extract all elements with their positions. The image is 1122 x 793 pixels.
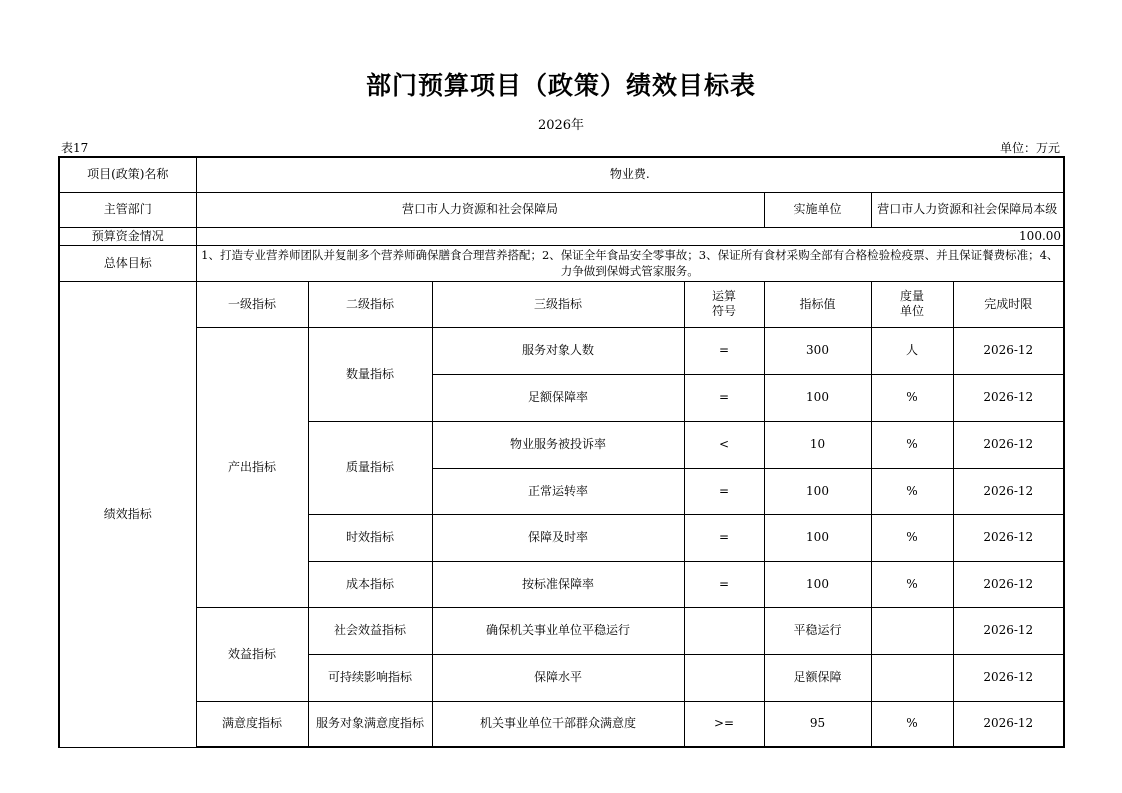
value-cell: 100: [764, 514, 871, 561]
op-cell: =: [684, 468, 764, 514]
op-cell: =: [684, 514, 764, 561]
header-unit-line2: 单位: [899, 304, 924, 318]
deadline-cell: 2026-12: [953, 514, 1064, 561]
impl-label: 实施单位: [764, 192, 871, 227]
l3-cell: 正常运转率: [432, 468, 684, 514]
table-row: [59, 701, 1064, 747]
deadline-cell: 2026-12: [953, 468, 1064, 514]
header-unit-line1: 度量: [899, 289, 924, 303]
header-op-line1: 运算: [711, 289, 736, 303]
project-name-value: 物业费.: [196, 157, 1064, 192]
impl-value: 营口市人力资源和社会保障局本级: [871, 192, 1064, 227]
deadline-cell: 2026-12: [953, 607, 1064, 654]
indicator-header-row: [59, 281, 1064, 327]
l3-cell: 保障水平: [432, 654, 684, 701]
l1-output: 产出指标: [196, 327, 308, 607]
unit-cell: %: [871, 374, 953, 421]
l2-social: 社会效益指标: [308, 607, 432, 654]
l1-benefit: 效益指标: [196, 607, 308, 701]
fund-value: 100.00: [196, 227, 1064, 245]
header-deadline: 完成时限: [953, 281, 1064, 327]
fund-row: [59, 227, 1064, 245]
deadline-cell: 2026-12: [953, 374, 1064, 421]
l3-cell: 服务对象人数: [432, 327, 684, 374]
l1-satisfaction: 满意度指标: [196, 701, 308, 747]
dept-label: 主管部门: [59, 192, 196, 227]
unit-cell: [871, 607, 953, 654]
goal-label: 总体目标: [59, 245, 196, 281]
l3-cell: 按标准保障率: [432, 561, 684, 607]
op-cell: =: [684, 327, 764, 374]
l2-quantity: 数量指标: [308, 327, 432, 421]
l3-cell: 物业服务被投诉率: [432, 421, 684, 468]
header-l2: 二级指标: [308, 281, 432, 327]
value-cell: 足额保障: [764, 654, 871, 701]
op-cell: <: [684, 421, 764, 468]
fund-label: 预算资金情况: [59, 227, 196, 245]
header-value: 指标值: [764, 281, 871, 327]
deadline-cell: 2026-12: [953, 327, 1064, 374]
value-cell: 300: [764, 327, 871, 374]
deadline-cell: 2026-12: [953, 654, 1064, 701]
l2-service: 服务对象满意度指标: [308, 701, 432, 747]
project-name-row: [59, 157, 1064, 192]
value-cell: 95: [764, 701, 871, 747]
unit-cell: %: [871, 468, 953, 514]
unit-cell: %: [871, 421, 953, 468]
year-label: 2026年: [537, 118, 585, 133]
unit-label: 单位：万元: [999, 141, 1060, 155]
value-cell: 平稳运行: [764, 607, 871, 654]
op-cell: =: [684, 374, 764, 421]
op-cell: >=: [684, 701, 764, 747]
op-cell: [684, 654, 764, 701]
deadline-cell: 2026-12: [953, 421, 1064, 468]
l2-time: 时效指标: [308, 514, 432, 561]
deadline-cell: 2026-12: [953, 701, 1064, 747]
table-number: 表17: [61, 141, 89, 155]
header-op: [684, 281, 764, 327]
project-name-label: 项目(政策)名称: [59, 157, 196, 192]
value-cell: 100: [764, 561, 871, 607]
l3-cell: 机关事业单位干部群众满意度: [432, 701, 684, 747]
header-l1: 一级指标: [196, 281, 308, 327]
goal-text: 1、打造专业营养师团队并复制多个营养师确保膳食合理营养搭配；2、保证全年食品安全零事故；3、保证所有食材采购全部有合格检验检疫票、并且保证餐费标准；4、力争做到保姆式管家服务。: [196, 245, 1064, 281]
value-cell: 10: [764, 421, 871, 468]
l2-quality: 质量指标: [308, 421, 432, 514]
unit-cell: %: [871, 701, 953, 747]
department-row: [59, 192, 1064, 227]
goal-row: [59, 245, 1064, 281]
unit-cell: %: [871, 514, 953, 561]
deadline-cell: 2026-12: [953, 561, 1064, 607]
value-cell: 100: [764, 374, 871, 421]
op-cell: [684, 607, 764, 654]
table-row: [59, 607, 1064, 654]
header-unit: [871, 281, 953, 327]
page-title: 部门预算项目（政策）绩效目标表: [365, 71, 756, 100]
l3-cell: 确保机关事业单位平稳运行: [432, 607, 684, 654]
l3-cell: 足额保障率: [432, 374, 684, 421]
indicator-section-label: 绩效指标: [59, 281, 196, 747]
unit-cell: [871, 654, 953, 701]
unit-cell: 人: [871, 327, 953, 374]
table-row: [59, 327, 1064, 374]
l3-cell: 保障及时率: [432, 514, 684, 561]
header-l3: 三级指标: [432, 281, 684, 327]
value-cell: 100: [764, 468, 871, 514]
header-op-line2: 符号: [711, 304, 736, 318]
op-cell: =: [684, 561, 764, 607]
dept-value: 营口市人力资源和社会保障局: [196, 192, 764, 227]
performance-table: [58, 156, 1065, 748]
unit-cell: %: [871, 561, 953, 607]
l2-cost: 成本指标: [308, 561, 432, 607]
l2-sustain: 可持续影响指标: [308, 654, 432, 701]
